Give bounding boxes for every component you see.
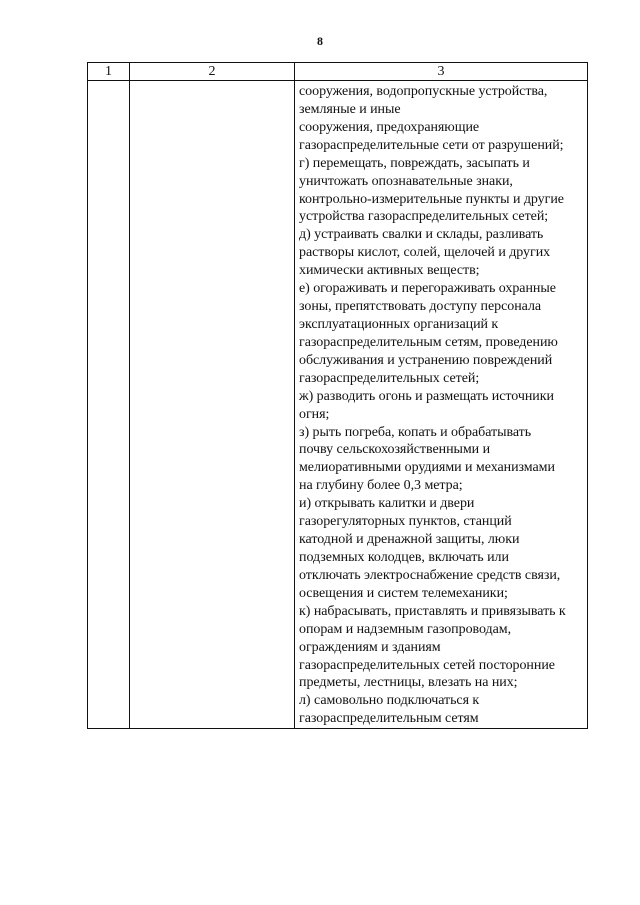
text-line: устройства газораспределительных сетей; [299, 209, 549, 225]
text-line: газораспределительных сетей посторонние [299, 657, 555, 673]
text-line: подземных колодцев, включать или [299, 549, 509, 565]
text-line: к) набрасывать, приставлять и привязывать к [299, 603, 566, 619]
text-line: огня; [299, 406, 330, 422]
text-line: д) устраивать свалки и склады, разливать [299, 227, 544, 243]
text-line: е) огораживать и перегораживать охранные [299, 281, 556, 297]
text-line: и) открывать калитки и двери [299, 496, 475, 512]
column-header-1: 1 [88, 63, 130, 81]
text-line: газораспределительных сетей; [299, 370, 480, 386]
text-line: газораспределительным сетям, проведению [299, 334, 558, 350]
text-line: предметы, лестницы, влезать на них; [299, 675, 518, 691]
page-number: 8 [317, 34, 323, 48]
text-line: сооружения, предохраняющие [299, 119, 480, 135]
table-row [88, 81, 588, 729]
text-line: отключать электроснабжение средств связи, [299, 567, 561, 583]
table-cell-col3 [295, 81, 588, 729]
text-line: земляные и иные [299, 101, 401, 117]
text-line: контрольно-измерительные пункты и другие [299, 191, 564, 207]
text-line: газораспределительным сетям [299, 711, 479, 727]
table-cell-col2 [130, 81, 295, 729]
text-line: освещения и систем телемеханики; [299, 585, 508, 601]
text-line: з) рыть погреба, копать и обрабатывать [299, 424, 532, 440]
text-line: газорегуляторных пунктов, станций [299, 514, 512, 530]
text-line: мелиоративными орудиями и механизмами [299, 460, 555, 476]
text-line: сооружения, водопропускные устройства, [299, 84, 548, 99]
document-table [87, 62, 588, 729]
table-header-row [88, 63, 588, 81]
text-line: катодной и дренажной защиты, люки [299, 532, 520, 548]
text-line: ж) разводить огонь и размещать источники [299, 388, 554, 404]
text-line: опорам и надземным газопроводам, [299, 621, 512, 637]
column-header-3: 3 [295, 63, 588, 81]
text-line: обслуживания и устранению повреждений [299, 352, 553, 368]
text-line: эксплуатационных организаций к [299, 316, 499, 332]
column-header-2: 2 [130, 63, 295, 81]
text-line: г) перемещать, повреждать, засыпать и [299, 155, 530, 171]
text-line: химически активных веществ; [299, 263, 480, 279]
text-line: газораспределительные сети от разрушений; [299, 137, 564, 153]
text-line: ограждениям и зданиям [299, 639, 441, 655]
text-line: л) самовольно подключаться к [299, 693, 480, 709]
text-line: почву сельскохозяйственными и [299, 442, 491, 458]
text-line: уничтожать опознавательные знаки, [299, 173, 513, 189]
table-cell-col1 [88, 81, 130, 729]
text-line: растворы кислот, солей, щелочей и других [299, 245, 551, 261]
text-line: зоны, препятствовать доступу персонала [299, 299, 542, 315]
text-line: на глубину более 0,3 метра; [299, 478, 463, 494]
